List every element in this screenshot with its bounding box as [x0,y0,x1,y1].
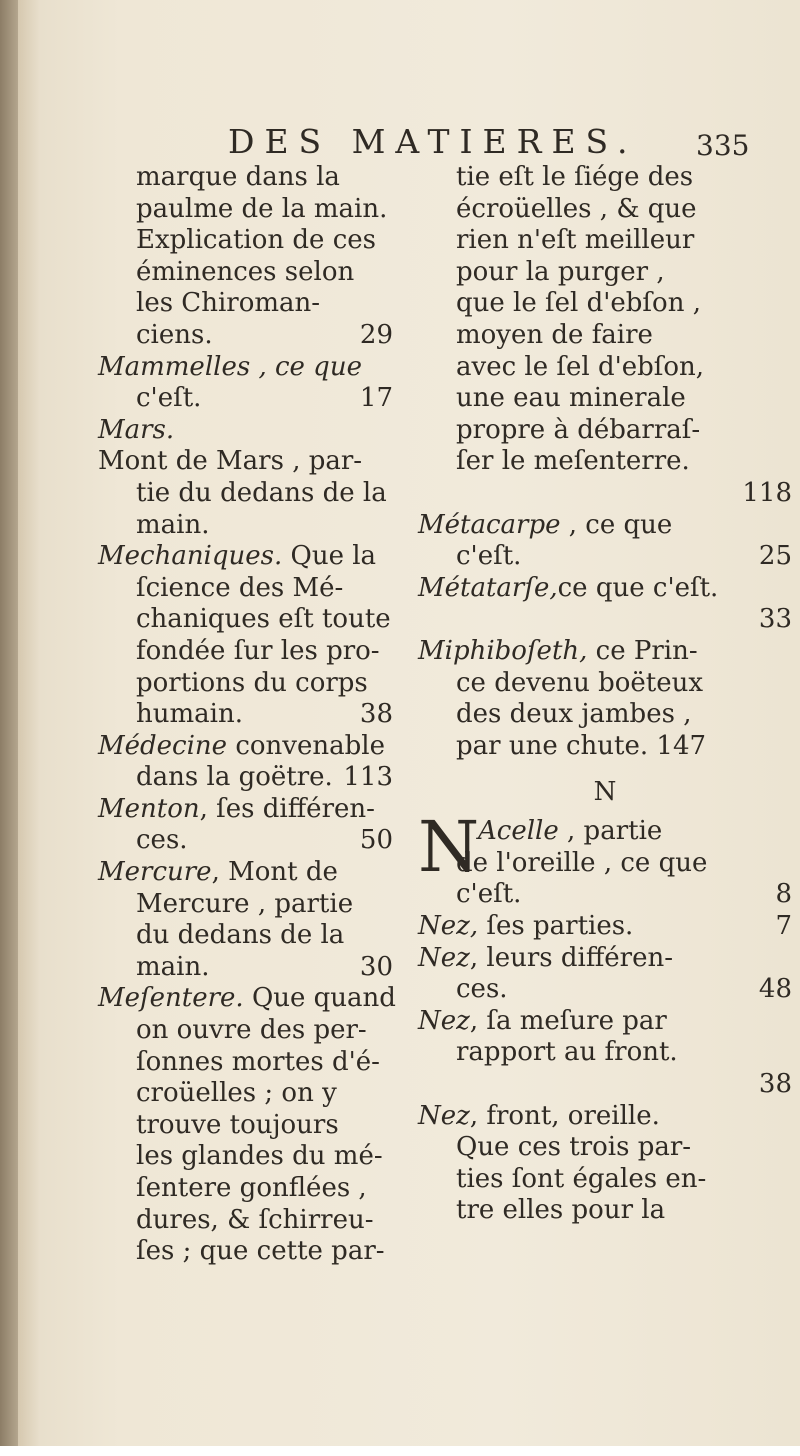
page-header [0,122,800,166]
entry-text: ces. [456,974,508,1005]
index-entry-mammelles [98,352,393,415]
entry-line: les Chiroman- [136,288,321,319]
entry-heading: Miphiboſeth, [418,635,588,666]
entry-text: , partie [567,816,663,847]
entry-line: de l'oreille , ce que [456,847,708,878]
entry-heading: Acelle [478,816,559,847]
entry-line: éminences selon [136,256,355,287]
page-ref: 147 [656,730,707,761]
entry-text: c'eſt. [136,383,202,414]
entry-line: ſes ; que cette par- [136,1236,385,1267]
index-entry-nez-parties [418,911,792,943]
entry-line: pour la purger , [456,256,665,287]
entry-heading: Mammelles , ce que [98,351,362,382]
index-entry-nez-mesure [418,1006,792,1101]
section-letter-n: N [593,777,617,808]
entry-line [418,541,792,573]
index-entry-marque-continued [98,162,393,352]
entry-line [98,541,393,573]
entry-heading: Meſentere. [98,983,244,1014]
entry-text: , ſes différen- [199,793,375,824]
entry-line [98,952,393,984]
entry-line: ties ſont égales en- [456,1163,707,1194]
entry-text: Que quand [251,983,396,1014]
drop-cap: N [418,806,480,889]
page-ref: 25 [758,541,792,572]
entry-heading: Métacarpe [418,509,561,540]
page-ref: 33 [758,604,792,635]
entry-line [418,911,792,943]
entry-text: ce Prin- [595,635,698,666]
index-entry-mechaniques [98,541,393,731]
entry-heading: Nez [418,1005,470,1036]
entry-line: Mercure , partie [136,888,354,919]
index-entry-metacarpe [418,510,792,573]
entry-line: Explication de ces [136,225,376,256]
entry-line [418,636,792,668]
index-entry-metatarse [418,573,792,636]
entry-line: ce devenu boëteux [456,667,703,698]
entry-line [418,731,792,763]
entry-heading: Médecine [98,730,228,761]
entry-line: main. [136,509,210,540]
index-entry-mercure [98,857,393,983]
entry-text: , ce que [568,509,673,540]
index-entry-mars [98,415,393,447]
page-number: 335 [696,129,750,162]
entry-heading: Nez [418,942,470,973]
entry-text: Que la [290,541,377,572]
entry-line: Mont de Mars , par- [98,446,363,477]
entry-line [418,478,792,510]
page-bottom-edge [0,1446,800,1456]
entry-line [418,510,792,542]
entry-line [98,857,393,889]
entry-line: tre elles pour la [456,1195,666,1226]
entry-text: , Mont de [211,857,338,888]
entry-heading: Nez [418,1100,470,1131]
entry-text: , front, oreille. [469,1100,660,1131]
entry-line: fondée ſur les pro- [136,635,380,666]
entry-text: c'eſt. [456,541,522,572]
entry-line: rapport au front. [456,1037,678,1068]
entry-line [418,1101,792,1133]
entry-text: ce que c'eſt. [557,572,719,603]
page-ref: 8 [775,879,792,910]
entry-line [98,383,393,415]
page-ref: 48 [758,974,792,1005]
entry-line [98,320,393,352]
entry-text: main. [136,951,210,982]
index-entry-nez-front-oreille [418,1101,792,1227]
entry-line: dures, & ſchirreu- [136,1204,374,1235]
entry-line [98,762,393,794]
entry-line: du dedans de la [136,920,345,951]
entry-line: écroüelles , & que [456,193,697,224]
entry-line: des deux jambes , [456,699,692,730]
entry-line [98,983,396,1015]
entry-text: humain. [136,699,243,730]
entry-line [98,699,393,731]
entry-heading: Métatarſe, [418,572,558,603]
entry-line [418,1069,792,1101]
entry-line [418,573,792,605]
page-ref: 7 [775,911,792,942]
entry-text: dans la goëtre. [136,762,333,793]
entry-heading: Menton [98,793,200,824]
page-ref: 38 [758,1069,792,1100]
entry-text: ciens. [136,319,213,350]
entry-line: paulme de la main. [136,193,388,224]
entry-line [418,974,792,1006]
entry-heading: Nez, [418,911,479,942]
entry-line: moyen de faire [456,319,653,350]
running-title: DES MATIERES. [228,122,638,161]
entry-line: croüelles ; on y [136,1078,337,1109]
entry-line: chaniques eſt toute [136,604,391,635]
entry-text: ces. [136,825,188,856]
entry-line: ſentere gonflées , [136,1173,367,1203]
entry-line: ſcience des Mé- [136,572,344,603]
entry-line [418,1006,792,1038]
book-spine-shadow [0,0,18,1456]
entry-heading: Mercure [98,857,212,888]
entry-text: ſes parties. [486,911,634,942]
entry-text: , leurs différen- [469,942,674,973]
index-entry-mesentere [98,983,396,1267]
page-ref: 50 [359,825,393,856]
entry-line [98,794,393,826]
entry-line: on ouvre des per- [136,1015,367,1046]
entry-line: que le ſel d'ebſon , [456,288,701,319]
page-ref: 29 [359,319,393,350]
entry-line: tie eſt le ſiége des [456,162,694,192]
entry-line: ſonnes mortes d'é- [136,1046,380,1077]
index-column-left [98,162,396,1268]
entry-text: convenable [235,730,385,761]
entry-line [98,825,393,857]
entry-heading: Mars. [98,414,175,445]
entry-text: par une chute. [456,730,649,761]
index-entry-mont-de-mars [98,446,393,541]
page-ref: 118 [742,477,792,508]
entry-line: marque dans la [136,162,340,192]
index-entry-nez-differences [418,943,792,1006]
index-entry-mesentere-continued [418,162,792,510]
page-ref: 38 [359,699,393,730]
index-column-right [418,162,792,1227]
entry-text: , ſa meſure par [469,1005,667,1036]
entry-line: propre à débarraſ- [456,414,701,445]
entry-line [98,731,393,763]
entry-line: ſer le meſenterre. [456,446,690,477]
entry-line: tie du dedans de la [136,477,387,508]
page-ref: 113 [343,762,393,793]
page-ref: 30 [359,951,393,982]
entry-line: rien n'eſt meilleur [456,225,695,256]
index-entry-menton [98,794,393,857]
entry-line: Que ces trois par- [456,1132,692,1163]
entry-text: c'eſt. [456,879,522,910]
entry-line: une eau minerale [456,383,686,414]
entry-line [98,352,393,384]
entry-line [418,604,792,636]
entry-line: les glandes du mé- [136,1141,383,1172]
entry-line: portions du corps [136,667,368,698]
index-entry-medecine [98,731,393,794]
page-ref: 17 [359,383,393,414]
index-entry-miphiboseth [418,636,792,762]
entry-line: trouve toujours [136,1109,339,1140]
entry-line: avec le ſel d'ebſon, [456,351,705,382]
entry-line [418,943,792,975]
entry-heading: Mechaniques. [98,541,283,572]
index-entry-nacelle [418,806,792,911]
